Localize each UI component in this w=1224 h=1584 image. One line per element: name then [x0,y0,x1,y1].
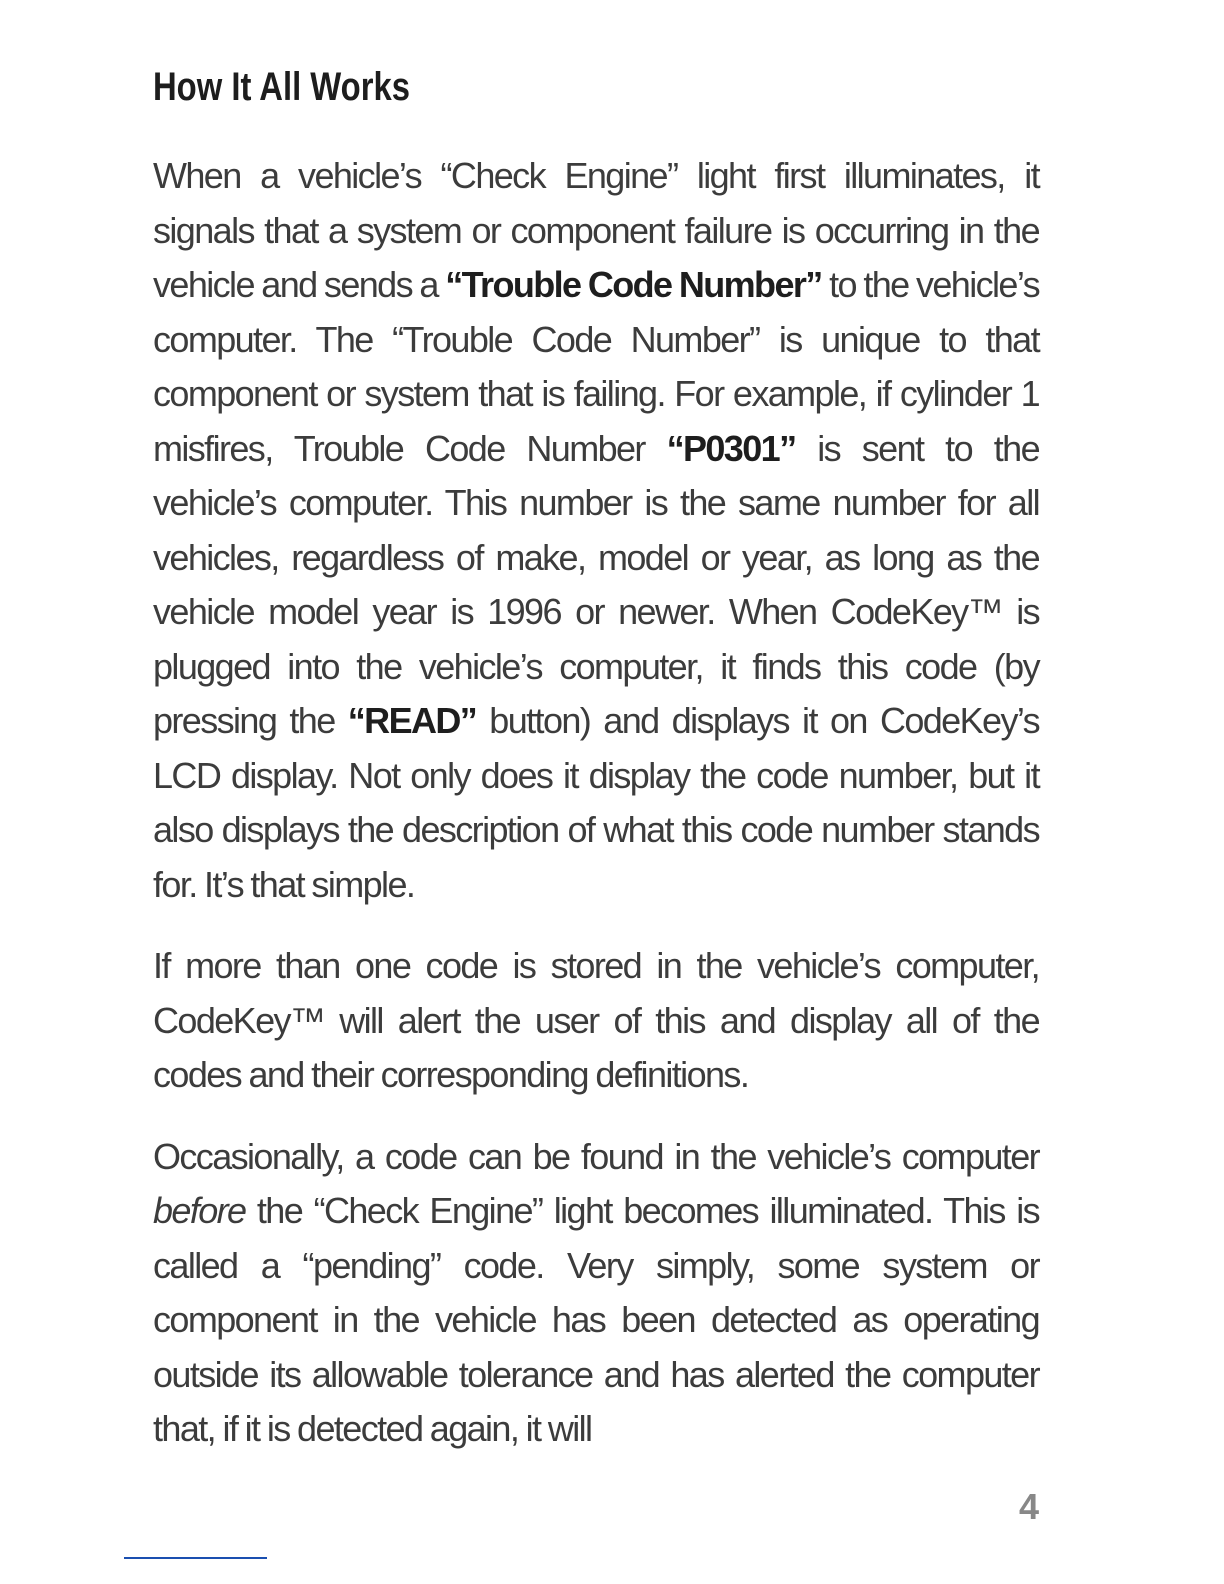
paragraph-text: Occasionally, a code can be found in the vehicle’s computer [153,1135,1039,1177]
bold-term-trouble-code-number: “Trouble Code Number” [445,264,822,305]
bold-term-read: “READ” [347,700,477,741]
paragraph-pending-code [153,1130,1039,1457]
bold-term-p0301: “P0301” [666,427,796,469]
paragraph-text: the “Check Engine” light becomes illuminated. This is called a “pending” code. Very simply, some system or component in the vehicle has been detected as operating outside its allowable tolerance and has alerted the computer that, if it is detected again, it will [153,1190,1039,1449]
section-heading: How It All Works [153,65,410,109]
paragraph-trouble-code [153,149,1039,912]
paragraph-text: is sent to the vehicle’s computer. This number is the same number for all vehicles, regardless of make, model or year, as long as the vehicle model year is 1996 or newer. When CodeKey™ is plugged into the vehicle’s computer, it finds this code (by pressing the [153,427,1039,741]
paragraph-text: to the vehicle’s computer. The “Trouble Code Number” is unique to that component or system that is failing. For example, if cylinder 1 misfires, Trouble Code Number [153,264,1039,469]
page-content [153,60,1039,1457]
paragraph-text: button) and displays it on CodeKey’s LCD display. Not only does it display the code number, but it also displays the description of what this code number stands for. It’s that simple. [153,700,1039,905]
paragraph-text: When a vehicle’s “Check Engine” light first illuminates, it signals that a system or component failure is occurring in the vehicle and sends a [153,155,1039,305]
footnote-divider [124,1557,267,1559]
italic-term-before: before [153,1190,246,1231]
page-number: 4 [1018,1486,1039,1527]
paragraph-multiple-codes: If more than one code is stored in the vehicle’s computer, CodeKey™ will alert the user of this and display all of the codes and their corresponding definitions. [153,945,1039,1095]
